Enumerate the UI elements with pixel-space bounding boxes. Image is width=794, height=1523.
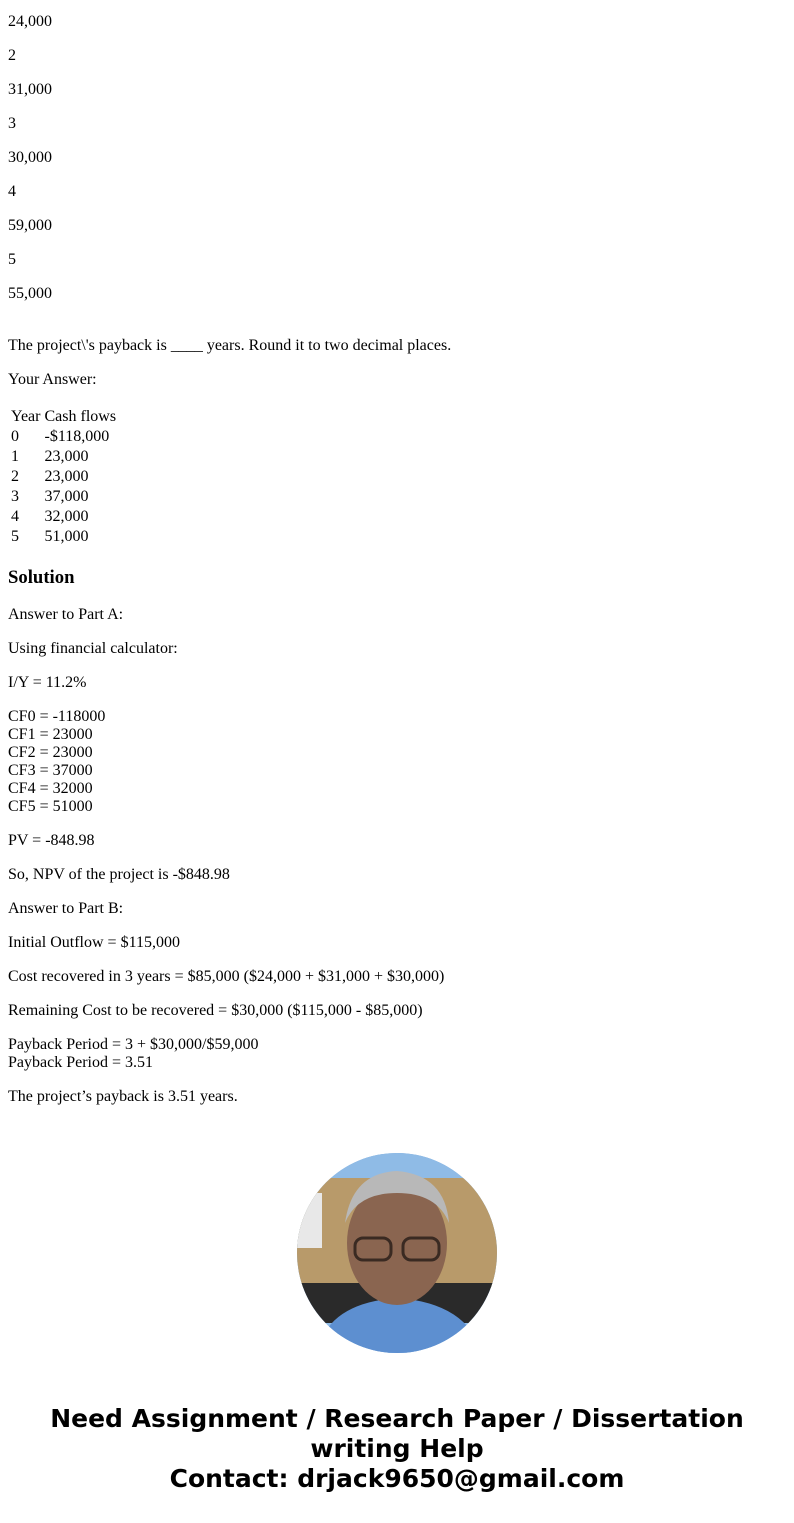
cash-line: 3 <box>8 115 16 132</box>
year-cell: 4 <box>11 508 19 525</box>
table-header-row <box>10 408 117 426</box>
year-cell: 5 <box>11 528 19 545</box>
cash-cell: -$118,000 <box>44 428 110 445</box>
author-photo <box>297 1153 497 1353</box>
cash-line: 31,000 <box>8 81 52 98</box>
cf-line: CF5 = 51000 <box>8 798 93 815</box>
year-cell: 2 <box>11 468 19 485</box>
solution-line: Cost recovered in 3 years = $85,000 ($24,000 + $31,000 + $30,000) <box>8 968 445 985</box>
cash-cell: 32,000 <box>44 508 89 525</box>
cash-line: 4 <box>8 183 16 200</box>
cash-cell: 23,000 <box>44 468 89 485</box>
table-row <box>10 488 117 506</box>
solution-line: So, NPV of the project is -$848.98 <box>8 866 230 883</box>
cash-cell: 37,000 <box>44 488 89 505</box>
year-cell: 1 <box>11 448 19 465</box>
cash-line: 5 <box>8 251 16 268</box>
cash-line: 30,000 <box>8 149 52 166</box>
cash-line: 59,000 <box>8 217 52 234</box>
payback-line: Payback Period = 3.51 <box>8 1054 153 1071</box>
cash-line: 24,000 <box>8 13 52 30</box>
solution-line: PV = -848.98 <box>8 832 95 849</box>
year-cell: 3 <box>11 488 19 505</box>
solution-line: Using financial calculator: <box>8 640 178 657</box>
cash-cell: 51,000 <box>44 528 89 545</box>
footer-line-2: writing Help <box>310 1434 484 1463</box>
year-cell: 0 <box>11 428 19 445</box>
cf-line: CF2 = 23000 <box>8 744 93 761</box>
cf-line: CF3 = 37000 <box>8 762 93 779</box>
conclusion: The project’s payback is 3.51 years. <box>8 1088 238 1105</box>
solution-line: Answer to Part B: <box>8 900 124 917</box>
table-row <box>10 528 117 546</box>
header-cash-flows: Cash flows <box>44 408 117 425</box>
header-year: Year <box>11 408 41 425</box>
solution-line: I/Y = 11.2% <box>8 674 87 691</box>
cash-line: 55,000 <box>8 285 52 302</box>
solution-line: Initial Outflow = $115,000 <box>8 934 180 951</box>
cash-line: 2 <box>8 47 16 64</box>
table-row <box>10 428 117 446</box>
cash-flow-table <box>8 406 119 548</box>
cf-line: CF4 = 32000 <box>8 780 93 797</box>
footer-contact: Contact: drjack9650@gmail.com <box>169 1464 625 1493</box>
solution-line: Remaining Cost to be recovered = $30,000 ($115,000 - $85,000) <box>8 1002 423 1019</box>
cf-line: CF0 = -118000 <box>8 708 106 725</box>
table-row <box>10 468 117 486</box>
footer-line-1: Need Assignment / Research Paper / Dissertation <box>50 1404 744 1433</box>
payback-line: Payback Period = 3 + $30,000/$59,000 <box>8 1036 259 1053</box>
table-row <box>10 448 117 466</box>
question-prompt: The project\'s payback is ____ years. Round it to two decimal places. <box>8 337 452 354</box>
cash-cell: 23,000 <box>44 448 89 465</box>
solution-heading: Solution <box>8 567 75 588</box>
your-answer-label: Your Answer: <box>8 371 97 388</box>
cf-line: CF1 = 23000 <box>8 726 93 743</box>
table-row <box>10 508 117 526</box>
solution-line: Answer to Part A: <box>8 606 124 623</box>
